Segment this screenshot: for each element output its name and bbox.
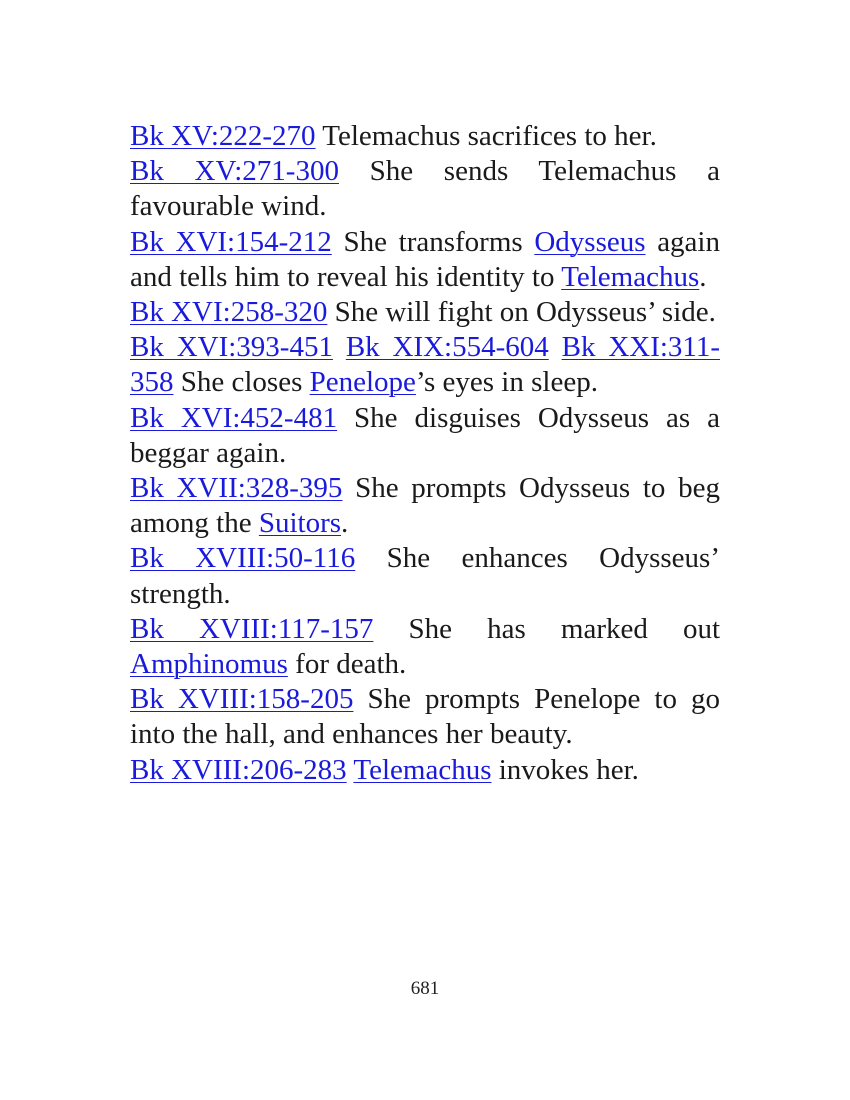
- index-entry: [130, 330, 720, 400]
- index-entry: [130, 225, 720, 295]
- index-entry: [130, 119, 720, 154]
- entry-text: She sends Telemachus a favourable wind.: [130, 155, 720, 223]
- entry-text: ’s eyes in sleep.: [415, 366, 598, 399]
- book-reference-link[interactable]: Bk XVIII:50-116: [130, 542, 356, 575]
- entry-text: She disguises Odysseus as a beggar again.: [130, 401, 720, 469]
- index-entry: [130, 471, 720, 541]
- entry-text: She prompts Odysseus to beg among the: [130, 472, 720, 540]
- entry-text: [333, 331, 346, 363]
- entry-text: She transforms: [331, 225, 535, 258]
- name-link[interactable]: Odysseus: [534, 225, 646, 258]
- book-reference-link[interactable]: Bk XVI:393-451: [130, 331, 333, 364]
- name-link[interactable]: Suitors: [258, 507, 342, 540]
- entry-text: She has marked out: [373, 612, 720, 645]
- book-reference-link[interactable]: Bk XV:222-270: [130, 120, 316, 152]
- name-link[interactable]: Telemachus: [561, 260, 700, 293]
- entry-text: Telemachus sacrifices to her.: [315, 120, 657, 152]
- entry-text: for death.: [287, 648, 407, 681]
- index-entry: [130, 612, 720, 682]
- index-entry: [130, 541, 720, 611]
- name-link[interactable]: Amphinomus: [130, 648, 288, 681]
- book-reference-link[interactable]: Bk XV:271-300: [130, 155, 339, 188]
- entry-text: again and tells him to reveal his identity to: [130, 225, 720, 293]
- entry-text: [549, 331, 562, 363]
- book-reference-link[interactable]: Bk XVI:452-481: [130, 401, 338, 434]
- entry-text: She closes: [173, 366, 310, 399]
- index-entry: [130, 682, 720, 752]
- entry-text: .: [699, 260, 707, 293]
- index-entry: [130, 401, 720, 471]
- page-number: 681: [410, 978, 440, 999]
- index-entry: [130, 295, 720, 330]
- entry-text: She enhances Odysseus’ strength.: [130, 542, 720, 610]
- index-entry: [130, 753, 720, 788]
- book-reference-link[interactable]: Bk XVIII:158-205: [130, 683, 354, 716]
- entry-text: .: [341, 507, 349, 540]
- name-link[interactable]: Penelope: [309, 366, 416, 399]
- book-reference-link[interactable]: Bk XVIII:206-283: [130, 753, 347, 786]
- page-body: [130, 119, 720, 788]
- entry-text: She will fight on Odysseus’ side.: [327, 296, 716, 329]
- book-reference-link[interactable]: Bk XVII:328-395: [130, 472, 343, 505]
- book-reference-link[interactable]: Bk XVI:258-320: [130, 296, 328, 329]
- book-reference-link[interactable]: Bk XXI:311-358: [130, 331, 720, 399]
- book-reference-link[interactable]: Bk XVI:154-212: [130, 225, 332, 258]
- name-link[interactable]: Telemachus: [353, 753, 492, 786]
- entry-text: invokes her.: [491, 753, 639, 786]
- entry-text: She prompts Penelope to go into the hall, and enhances her beauty.: [130, 683, 720, 751]
- book-reference-link[interactable]: Bk XVIII:117-157: [130, 612, 374, 645]
- index-entry: [130, 154, 720, 224]
- book-reference-link[interactable]: Bk XIX:554-604: [345, 331, 549, 364]
